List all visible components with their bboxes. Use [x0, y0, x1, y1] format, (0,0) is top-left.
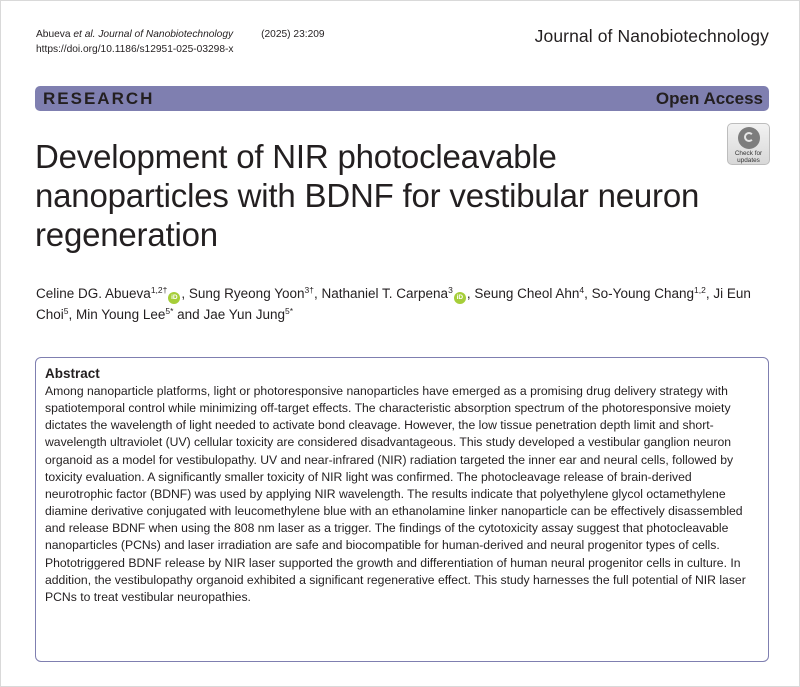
article-title: Development of NIR photocleavable nanoparticles with BDNF for vestibular neuron regeneration — [35, 138, 700, 253]
citation-doi-link[interactable]: https://doi.org/10.1186/s12951-025-03298-x — [36, 44, 234, 55]
citation-line — [36, 27, 325, 42]
orcid-icon[interactable]: iD — [168, 292, 180, 304]
author-name[interactable]: Ji Eun Choi — [36, 286, 751, 322]
author-name[interactable]: Nathaniel T. Carpena — [321, 286, 449, 301]
author-affiliation: 5* — [285, 306, 294, 316]
author-name[interactable]: Seung Cheol Ahn — [474, 286, 580, 301]
section-banner — [35, 86, 769, 111]
check-updates-label: Check for updates — [734, 150, 763, 164]
orcid-icon[interactable]: iD — [454, 292, 466, 304]
citation-etal: et al. — [73, 29, 96, 40]
journal-name: Journal of Nanobiotechnology — [534, 26, 769, 46]
author-affiliation: 5 — [63, 306, 69, 316]
abstract-heading: Abstract — [45, 366, 100, 381]
author-name[interactable]: Min Young Lee — [76, 307, 166, 322]
author-affiliation: 3 — [448, 285, 453, 295]
section-label: RESEARCH — [43, 89, 155, 108]
citation-journal: Journal of Nanobiotechnology — [95, 29, 234, 40]
author-affiliation: 1,2 — [694, 285, 706, 295]
author-list: Celine DG. Abueva$^{1,2\dagger}$iD , Sung Ryeong Yoon$^{3\dagger}$, Nathaniel T. Carpena$^3$iD , Seung Cheol Ahn$^4$, So-Young Chang$^{1,2}$, Ji Eun Choi$^5$, Min Young Lee$^{5*}$ and Jae Yun Jung$^{5*}$ — [36, 285, 751, 322]
check-updates-icon — [738, 127, 760, 149]
citation-year-volume: (2025) 23:209 — [261, 29, 325, 40]
abstract-box — [35, 357, 769, 662]
author-name[interactable]: Sung Ryeong Yoon — [188, 286, 305, 301]
author-affiliation: 3† — [304, 285, 314, 295]
author-affiliation: 5* — [165, 306, 174, 316]
open-access-label: Open Access — [655, 89, 763, 108]
citation-authors: Abueva — [36, 29, 74, 40]
check-for-updates-badge[interactable] — [727, 123, 770, 165]
author-affiliation: 4 — [579, 285, 585, 295]
author-name[interactable]: So-Young Chang — [591, 286, 695, 301]
author-name[interactable]: Jae Yun Jung — [203, 307, 286, 322]
author-affiliation: 1,2† — [150, 285, 168, 295]
citation-block — [36, 27, 325, 57]
author-name[interactable]: Celine DG. Abueva — [36, 286, 151, 301]
abstract-text: Among nanoparticle platforms, light or photoresponsive nanoparticles have emerged as a promising drug delivery strategy with spatiotemporal control while minimizing off-target effects. The characteristic absorption spectrum of the photoresponsive moiety dictates the wavelength of light needed to activate bond cleavage. However, the low tissue penetration depth limit and short-wavelength ultraviolet (UV) cellular toxicity are considered disadvantageous. This study developed a vestibular ganglion neuron organoid as a model for vestibulopathy. UV and near-infrared (NIR) radiation targeted the inner ear and neural cells, followed by toxicity evaluation. A significantly smaller toxicity of NIR light was confirmed. The photocleavage release of brain-derived neurotrophic factor (BDNF) was used by applying NIR wavelength. The results indicate that polyethylene glycol octamethylene diamine derivative conjugated with leucomethylene blue with an ethanolamine linker nanoparticle can be effectively disassembled and release BDNF when using the 808 nm laser as a trigger. The findings of the cytotoxicity assay suggest that photocleavable nanoparticles (PCNs) and laser irradiation are safe and biocompatible for human-derived and neural progenitor types of cells. Phototriggered BDNF release by NIR laser supported the growth and differentiation of human neural progenitor cells in culture. In addition, the vestibulopathy organoid exhibited a significant regenerative effect. This study harnesses the full potential of NIR laser PCNs to treat vestibular neuropathies. — [45, 384, 746, 604]
